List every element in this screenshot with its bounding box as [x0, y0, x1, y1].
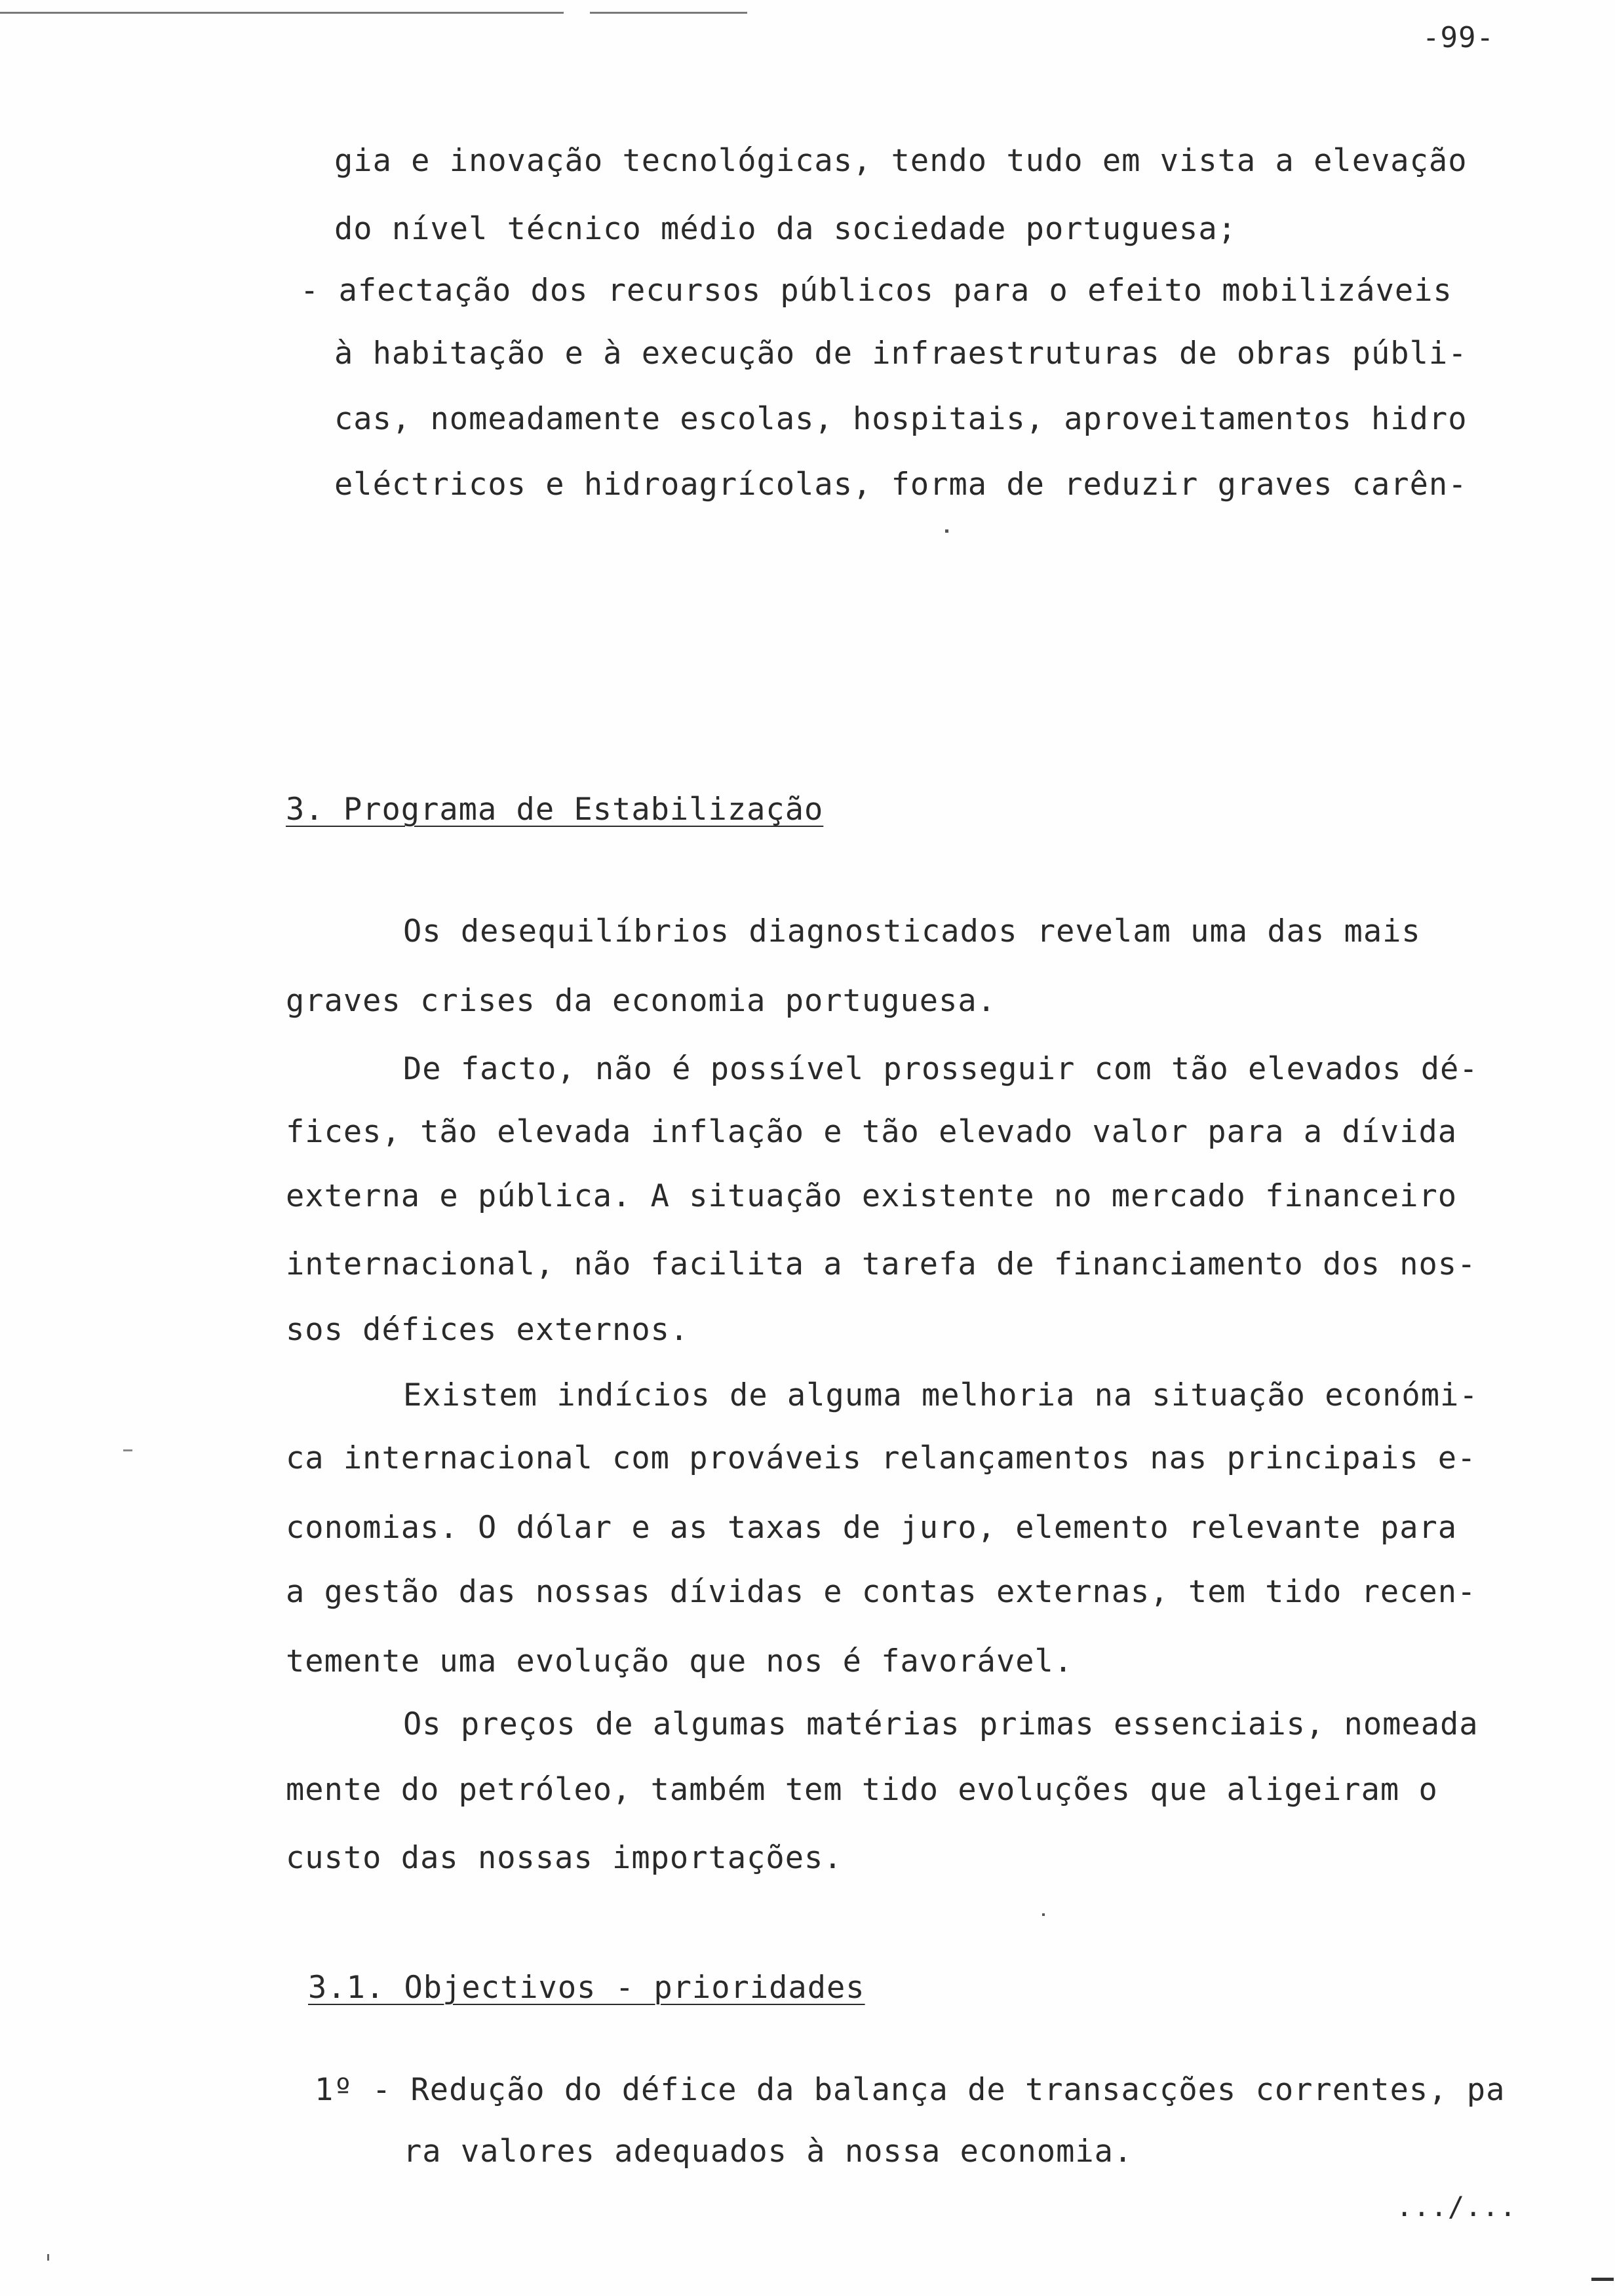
paragraph-line: Os preços de algumas matérias primas essenciais, nomeada	[403, 1706, 1479, 1742]
intro-line: à habitação e à execução de infraestruturas de obras públi-	[334, 335, 1468, 372]
margin-dot	[123, 1449, 132, 1451]
stray-dot	[1042, 1913, 1045, 1916]
priority-line: 1º - Redução do défice da balança de transacções correntes, pa	[315, 2072, 1506, 2108]
top-rule-right	[590, 12, 747, 14]
priority-line: ra valores adequados à nossa economia.	[403, 2133, 1133, 2170]
intro-line: do nível técnico médio da sociedade portuguesa;	[334, 211, 1237, 247]
paragraph-line: mente do petróleo, também tem tido evoluções que aligeiram o	[286, 1772, 1438, 1808]
paragraph-line: De facto, não é possível prosseguir com tão elevados dé-	[403, 1051, 1479, 1087]
intro-line: gia e inovação tecnológicas, tendo tudo em vista a elevação	[334, 143, 1468, 179]
section-heading: 3. Programa de Estabilização	[286, 792, 824, 828]
continuation-marker: .../...	[1396, 2191, 1517, 2223]
paragraph-line: graves crises da economia portuguesa.	[286, 983, 996, 1019]
page-number: -99-	[1422, 21, 1494, 54]
intro-line: eléctricos e hidroagrícolas, forma de reduzir graves carên-	[334, 467, 1468, 503]
paragraph-line: fices, tão elevada inflação e tão elevado valor para a dívida	[286, 1114, 1458, 1150]
edge-mark	[1591, 2278, 1614, 2281]
paragraph-line: Os desequilíbrios diagnosticados revelam uma das mais	[403, 913, 1421, 949]
top-rule-left	[0, 12, 564, 14]
paragraph-line: internacional, não facilita a tarefa de financiamento dos nos-	[286, 1246, 1477, 1282]
intro-line: cas, nomeadamente escolas, hospitais, aproveitamentos hidro	[334, 401, 1468, 437]
intro-line: - afectação dos recursos públicos para o efeito mobilizáveis	[300, 273, 1452, 309]
paragraph-line: conomias. O dólar e as taxas de juro, elemento relevante para	[286, 1510, 1458, 1546]
paragraph-line: custo das nossas importações.	[286, 1840, 843, 1876]
paragraph-line: a gestão das nossas dívidas e contas externas, tem tido recen-	[286, 1574, 1477, 1610]
paragraph-line: externa e pública. A situação existente no mercado financeiro	[286, 1178, 1458, 1214]
paragraph-line: temente uma evolução que nos é favorável.	[286, 1643, 1074, 1679]
paragraph-line: Existem indícios de alguma melhoria na situação económi-	[403, 1377, 1479, 1413]
paragraph-line: ca internacional com prováveis relançamentos nas principais e-	[286, 1440, 1477, 1476]
subsection-heading: 3.1. Objectivos - prioridades	[308, 1970, 865, 2006]
stray-dot	[945, 529, 948, 533]
paragraph-line: sos défices externos.	[286, 1312, 690, 1348]
margin-dot	[47, 2254, 49, 2261]
